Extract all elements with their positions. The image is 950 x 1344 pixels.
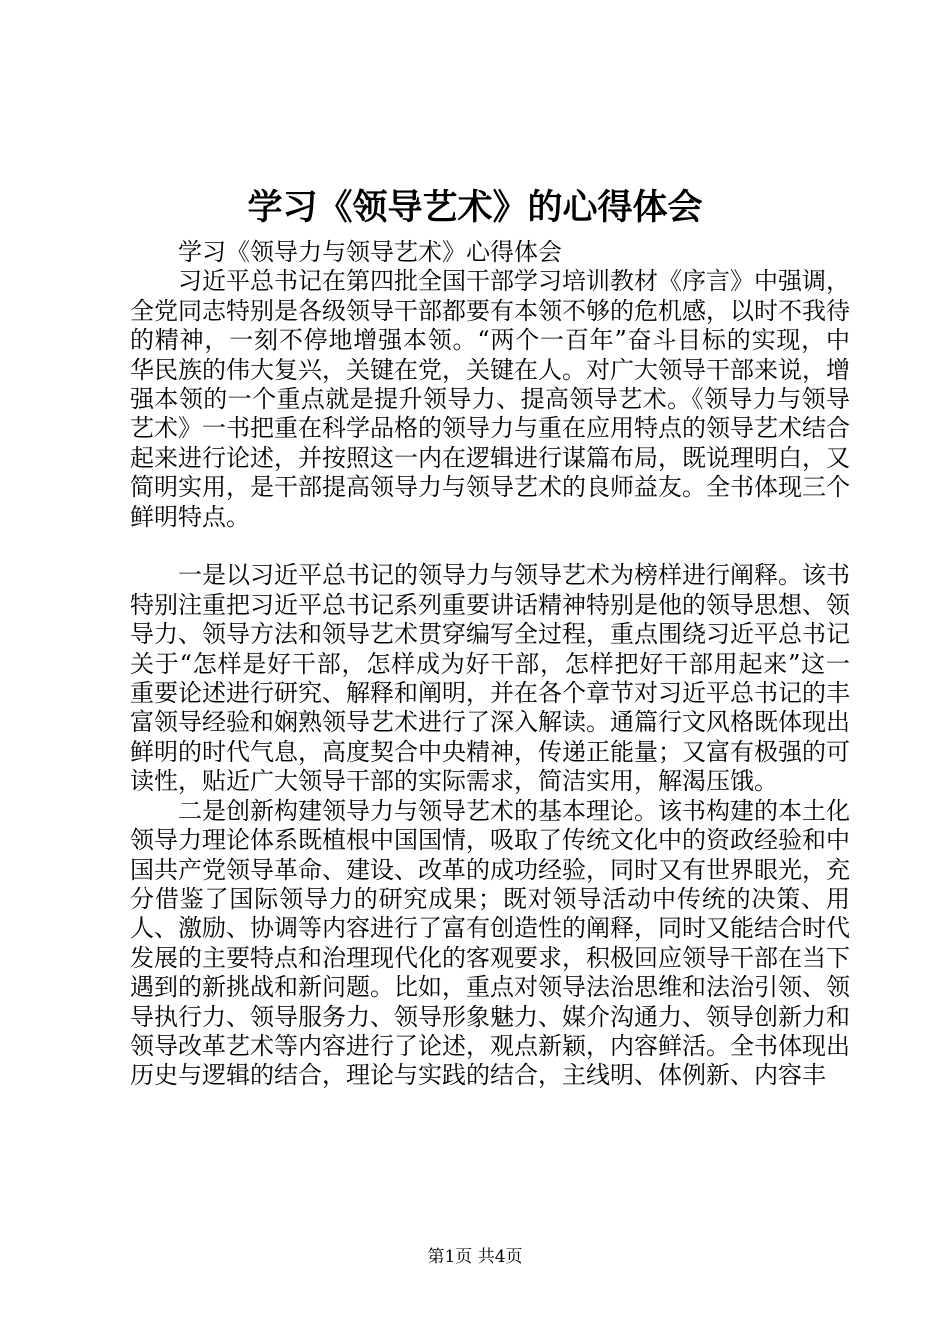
document-subtitle: 学习《领导力与领导艺术》心得体会 — [178, 238, 562, 266]
paragraph-spacer — [130, 532, 850, 561]
page-footer: 第1页 共4页 — [427, 1247, 523, 1267]
paragraph-intro: 习近平总书记在第四批全国干部学习培训教材《序言》中强调，全党同志特别是各级领导干部都要有本领不够的危机感，以时不我待的精神，一刻不停地增强本领。“两个一百年”奋斗目标的实现，中华民族的伟大复兴，关键在党，关键在人。对广大领导干部来说，增强本领的一个重点就是提升领导力、提高领导艺术。《领导力与领导艺术》一书把重在科学品格的领导力与重在应用特点的领导艺术结合起来进行论述，并按照这一内在逻辑进行谋篇布局，既说理明白，又简明实用，是干部提高领导力与领导艺术的良师益友。全书体现三个鲜明特点。 — [130, 267, 850, 531]
paragraph-point-one: 一是以习近平总书记的领导力与领导艺术为榜样进行阐释。该书特别注重把习近平总书记系列重要讲话精神特别是他的领导思想、领导力、领导方法和领导艺术贯穿编写全过程，重点围绕习近平总书记关于“怎样是好干部，怎样成为好干部，怎样把好干部用起来”这一重要论述进行研究、解释和阐明，并在各个章节对习近平总书记的丰富领导经验和娴熟领导艺术进行了深入解读。通篇行文风格既体现出鲜明的时代气息，高度契合中央精神，传递正能量；又富有极强的可读性，贴近广大领导干部的实际需求，简洁实用，解渴压饿。 — [130, 561, 850, 796]
page-title: 学习《领导艺术》的心得体会 — [247, 187, 703, 228]
paragraph-point-two: 二是创新构建领导力与领导艺术的基本理论。该书构建的本土化领导力理论体系既植根中国国情，吸取了传统文化中的资政经验和中国共产党领导革命、建设、改革的成功经验，同时又有世界眼光，充分借鉴了国际领导力的研究成果；既对领导活动中传统的决策、用人、激励、协调等内容进行了富有创造性的阐释，同时又能结合时代发展的主要特点和治理现代化的客观要求，积极回应领导干部在当下遇到的新挑战和新问题。比如，重点对领导法治思维和法治引领、领导执行力、领导服务力、领导形象魅力、媒介沟通力、领导创新力和领导改革艺术等内容进行了论述，观点新颖，内容鲜活。全书体现出历史与逻辑的结合，理论与实践的结合，主线明、体例新、内容丰 — [130, 796, 850, 1090]
document-body — [130, 238, 850, 1091]
